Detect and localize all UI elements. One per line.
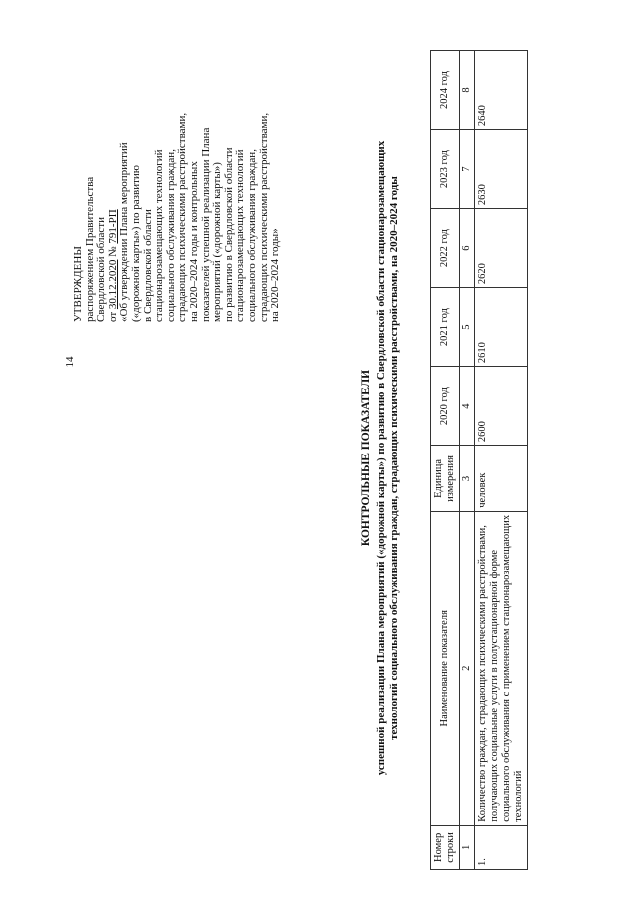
column-number-cell: 1 <box>460 825 475 869</box>
approval-date: 30.12.2020 <box>106 259 119 310</box>
approval-line: Свердловской области <box>95 217 108 322</box>
value-cell-2021: 2610 <box>475 288 528 367</box>
approval-number: 791-РП <box>106 209 119 244</box>
approval-text-line: по развитию в Свердловской области <box>222 147 235 322</box>
column-number-cell: 4 <box>460 367 475 446</box>
approval-heading: УТВЕРЖДЕНЫ <box>72 246 84 322</box>
approval-text-line: стационарозамещающих технологий <box>234 149 247 322</box>
title-line: технологий социального обслуживания граждан, страдающих психическими расстройствами, на 2020–2024 годы <box>388 176 400 740</box>
indicators-table <box>430 50 528 870</box>
column-number-cell: 5 <box>460 288 475 367</box>
unit-cell: человек <box>475 446 528 512</box>
title-line: успешной реализации Плана мероприятий («дорожной карты») по развитию в Свердловской области стационарозамещающих <box>375 140 387 776</box>
approval-text-line: («дорожной карты») по развитию <box>129 165 142 322</box>
value-cell-2023: 2630 <box>475 130 528 209</box>
table-header-row <box>431 51 460 870</box>
column-number-cell: 8 <box>460 51 475 130</box>
value-cell-2020: 2600 <box>475 367 528 446</box>
header-cell: Наименование показателя <box>431 511 460 825</box>
header-cell: 2021 год <box>431 288 460 367</box>
title-heading: КОНТРОЛЬНЫЕ ПОКАЗАТЕЛИ <box>360 369 372 547</box>
approval-text-line: страдающих психическими расстройствами, <box>257 112 270 322</box>
approval-text-line: «Об утверждении Плана мероприятий <box>118 142 131 322</box>
header-cell: 2020 год <box>431 367 460 446</box>
column-number-cell: 7 <box>460 130 475 209</box>
approval-text-line: стационарозамещающих технологий <box>153 149 166 322</box>
header-cell: 2022 год <box>431 209 460 288</box>
approval-block <box>73 22 282 322</box>
document-title <box>360 58 401 858</box>
approval-text-line: показателей успешной реализации Плана <box>199 127 212 322</box>
header-cell: 2023 год <box>431 130 460 209</box>
table-row <box>475 51 528 870</box>
date-prefix: от <box>106 311 119 322</box>
column-number-row <box>460 51 475 870</box>
number-prefix: № <box>106 246 119 257</box>
column-number-cell: 2 <box>460 511 475 825</box>
approval-text-line: социального обслуживания граждан, <box>245 149 258 322</box>
approval-text-line: на 2020–2024 годы» <box>269 228 282 322</box>
header-cell: 2024 год <box>431 51 460 130</box>
column-number-cell: 3 <box>460 446 475 512</box>
header-cell: Номер строки <box>431 825 460 869</box>
header-cell: Единица измерения <box>431 446 460 512</box>
approval-text-line: в Свердловской области <box>141 209 154 322</box>
column-number-cell: 6 <box>460 209 475 288</box>
approval-text-line: мероприятий («дорожной карты») <box>211 162 224 322</box>
value-cell-2024: 2640 <box>475 51 528 130</box>
value-cell-2022: 2620 <box>475 209 528 288</box>
approval-text-line: страдающих психическими расстройствами, <box>176 112 189 322</box>
approval-line: распоряжением Правительства <box>83 176 96 322</box>
approval-text-line: социального обслуживания граждан, <box>164 149 177 322</box>
approval-text-line: на 2020–2024 годы и контрольных <box>187 161 200 322</box>
page-number: 14 <box>64 356 76 368</box>
indicator-name-cell: Количество граждан, страдающих психическими расстройствами, получающих социальные услуги в полустационарной форме социального обслуживания с применением стационарозамещающих технологий <box>475 511 528 825</box>
row-number-cell: 1. <box>475 825 528 869</box>
indicators-table-wrapper <box>430 50 528 870</box>
